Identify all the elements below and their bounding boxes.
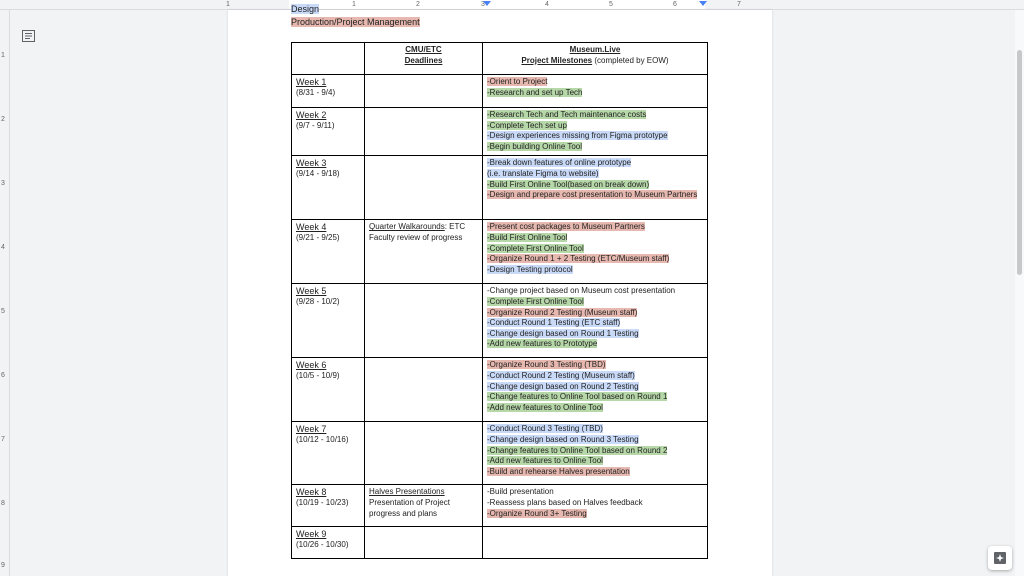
milestone-text: -Change project based on Museum cost presentation (487, 286, 676, 296)
ruler-number: 5 (609, 1, 613, 8)
explore-button[interactable] (988, 546, 1012, 570)
week-cell[interactable] (292, 358, 365, 422)
milestone-item (487, 371, 703, 382)
scrollbar-thumb[interactable] (1017, 50, 1022, 275)
milestone-text: -Present cost packages to Museum Partners (487, 222, 645, 232)
week-cell[interactable] (292, 485, 365, 527)
ruler-number: 7 (737, 1, 741, 8)
week-label: Week 3 (296, 158, 327, 169)
milestone-item (487, 244, 703, 255)
table-row (292, 284, 708, 358)
ruler-number: 6 (673, 1, 677, 8)
milestone-item (487, 339, 703, 350)
week-cell[interactable] (292, 422, 365, 485)
milestone-text: (i.e. translate Figma to website) (487, 168, 599, 178)
milestone-text: -Change features to Online Tool based on Round 2 (487, 445, 668, 455)
week-dates: (10/5 - 10/9) (296, 370, 340, 380)
milestone-item (487, 509, 703, 520)
milestone-item (487, 467, 703, 478)
deadline-title: Quarter Walkarounds (369, 222, 445, 232)
milestone-text: -Research Tech and Tech maintenance costs (487, 110, 647, 119)
ruler-number: 6 (1, 372, 5, 379)
milestone-item (487, 308, 703, 319)
milestone-text: -Design experiences missing from Figma prototype (487, 131, 668, 141)
milestone-text: -Design and prepare cost presentation to Museum Partners (487, 190, 698, 200)
vertical-scrollbar[interactable] (1015, 10, 1024, 576)
milestone-item (487, 142, 703, 153)
milestone-item (487, 169, 703, 180)
ruler-number: 3 (1, 180, 5, 187)
table-row (292, 422, 708, 485)
deadline-cell[interactable] (365, 422, 483, 485)
week-label: Week 8 (296, 487, 327, 498)
header-deadlines-line1: CMU/ETC (405, 45, 442, 54)
deadline-title: Halves Presentations (369, 487, 445, 497)
milestone-text: -Add new features to Online Tool (487, 402, 603, 412)
milestone-text: -Change design based on Round 2 Testing (487, 381, 639, 391)
indent-marker[interactable] (483, 1, 491, 6)
document-outline-icon[interactable] (22, 30, 35, 42)
milestones-cell[interactable] (483, 485, 708, 527)
deadline-cell[interactable] (365, 220, 483, 284)
milestone-item (487, 254, 703, 265)
ruler-number: 8 (1, 500, 5, 507)
ruler-number: 2 (416, 1, 420, 8)
milestone-text: -Build First Online Tool(based on break down) (487, 179, 650, 189)
week-dates: (9/28 - 10/2) (296, 296, 340, 306)
section-heading-production: Production/Project Management (291, 17, 420, 27)
milestones-cell[interactable] (483, 284, 708, 358)
week-label: Week 6 (296, 360, 327, 371)
milestone-item (487, 360, 703, 371)
table-row (292, 527, 708, 559)
milestone-text: -Build presentation (487, 487, 554, 497)
deadline-cell[interactable] (365, 75, 483, 108)
milestone-item (487, 190, 703, 201)
week-cell[interactable] (292, 527, 365, 559)
milestone-item (487, 456, 703, 467)
milestone-text: -Organize Round 1 + 2 Testing (ETC/Museum staff) (487, 254, 670, 264)
vertical-ruler[interactable] (0, 10, 10, 576)
table-row (292, 75, 708, 108)
milestones-cell[interactable] (483, 527, 708, 559)
milestone-item (487, 318, 703, 329)
week-dates: (8/31 - 9/4) (296, 87, 336, 97)
milestone-item (487, 286, 703, 297)
week-cell[interactable] (292, 284, 365, 358)
week-cell[interactable] (292, 220, 365, 284)
milestone-item (487, 392, 703, 403)
week-dates: (9/7 - 9/11) (296, 120, 335, 130)
milestone-item (487, 435, 703, 446)
week-cell[interactable] (292, 156, 365, 220)
milestone-item (487, 487, 703, 498)
milestone-item (487, 131, 703, 142)
milestone-text: -Reassess plans based on Halves feedback (487, 497, 643, 507)
schedule-table[interactable] (291, 42, 708, 559)
header-milestones-line2: Project Milestones (521, 55, 593, 65)
week-dates: (10/26 - 10/30) (296, 539, 349, 549)
milestones-cell[interactable] (483, 422, 708, 485)
table-row (292, 108, 708, 156)
milestone-text: -Build and rehearse Halves presentation (487, 466, 630, 476)
milestone-text: -Build First Online Tool (487, 232, 568, 242)
table-row (292, 358, 708, 422)
explore-icon (994, 552, 1006, 564)
milestone-text: -Complete Tech set up (487, 120, 567, 130)
header-deadlines-line2: Deadlines (404, 55, 443, 65)
milestone-item (487, 382, 703, 393)
milestone-item (487, 77, 703, 88)
deadline-cell[interactable] (365, 485, 483, 527)
milestone-item (487, 88, 703, 99)
milestone-item (487, 424, 703, 435)
milestone-text: -Conduct Round 2 Testing (Museum staff) (487, 370, 635, 380)
milestones-cell[interactable] (483, 358, 708, 422)
milestone-text: -Design Testing protocol (487, 264, 573, 274)
milestone-text: -Orient to Project (487, 77, 548, 86)
deadline-text: Presentation of Project progress and plans (369, 497, 450, 518)
milestone-text: -Research and set up Tech (487, 87, 583, 97)
ruler-number: 2 (1, 116, 5, 123)
horizontal-ruler[interactable] (0, 0, 1024, 10)
milestone-text: -Organize Round 2 Testing (Museum staff) (487, 307, 638, 317)
milestone-text: -Break down features of online prototype (487, 158, 632, 168)
week-dates: (10/12 - 10/16) (296, 434, 349, 444)
milestone-item (487, 110, 703, 121)
deadline-cell[interactable] (365, 527, 483, 559)
milestone-item (487, 158, 703, 169)
milestone-item (487, 403, 703, 414)
week-dates: (9/14 - 9/18) (296, 168, 340, 178)
header-milestones-line1: Museum.Live (569, 45, 621, 54)
milestone-text: -Complete First Online Tool (487, 243, 584, 253)
milestone-text: -Change design based on Round 3 Testing (487, 434, 639, 444)
table-row (292, 220, 708, 284)
week-dates: (10/19 - 10/23) (296, 497, 349, 507)
milestone-item (487, 446, 703, 457)
deadline-cell[interactable] (365, 108, 483, 156)
milestone-text: -Add new features to Prototype (487, 339, 598, 349)
week-label: Week 2 (296, 110, 327, 120)
header-cell-deadlines[interactable] (365, 43, 483, 75)
week-label: Week 1 (296, 77, 327, 87)
milestone-item (487, 329, 703, 340)
milestone-text: -Conduct Round 3 Testing (TBD) (487, 424, 603, 434)
header-milestones-suffix: (completed by EOW) (592, 55, 669, 65)
table-header-row (292, 43, 708, 75)
ruler-number: 4 (1, 244, 5, 251)
week-label: Week 5 (296, 286, 327, 297)
right-margin-marker[interactable] (699, 1, 707, 6)
milestone-text: -Add new features to Online Tool (487, 456, 603, 466)
milestone-item (487, 265, 703, 276)
milestones-cell[interactable] (483, 220, 708, 284)
ruler-number: 1 (226, 1, 230, 8)
deadline-cell[interactable] (365, 358, 483, 422)
milestone-text: -Complete First Online Tool (487, 296, 584, 306)
ruler-number: 7 (1, 436, 5, 443)
week-label: Week 4 (296, 222, 327, 233)
milestone-item (487, 121, 703, 132)
ruler-number: 4 (545, 1, 549, 8)
milestone-item (487, 222, 703, 233)
table-row (292, 485, 708, 527)
deadline-cell[interactable] (365, 156, 483, 220)
header-cell-milestones[interactable] (483, 43, 708, 75)
milestone-text: -Organize Round 3+ Testing (487, 508, 587, 518)
ruler-number: 9 (1, 562, 5, 569)
deadline-cell[interactable] (365, 284, 483, 358)
milestone-item (487, 180, 703, 191)
deadline-text: : ETC Faculty review of progress (369, 222, 466, 242)
milestones-cell[interactable] (483, 156, 708, 220)
milestone-item (487, 233, 703, 244)
week-dates: (9/21 - 9/25) (296, 232, 340, 242)
table-row (292, 156, 708, 220)
week-label: Week 9 (296, 529, 327, 540)
milestones-cell[interactable] (483, 75, 708, 108)
week-cell[interactable] (292, 75, 365, 108)
milestone-item (487, 297, 703, 308)
week-label: Week 7 (296, 424, 327, 435)
milestone-text: -Begin building Online Tool (487, 141, 583, 151)
ruler-number: 5 (1, 308, 5, 315)
milestone-text: -Change features to Online Tool based on Round 1 (487, 392, 668, 402)
milestone-text: -Organize Round 3 Testing (TBD) (487, 360, 606, 370)
milestone-item (487, 498, 703, 509)
ruler-number: 3 (481, 1, 485, 8)
milestone-text: -Conduct Round 1 Testing (ETC staff) (487, 318, 621, 328)
header-cell-empty[interactable] (292, 43, 365, 75)
milestones-cell[interactable] (483, 108, 708, 156)
section-heading-design: Design (291, 4, 320, 14)
week-cell[interactable] (292, 108, 365, 156)
ruler-number: 1 (352, 1, 356, 8)
milestone-text: -Change design based on Round 1 Testing (487, 328, 639, 338)
ruler-number: 1 (1, 52, 5, 59)
